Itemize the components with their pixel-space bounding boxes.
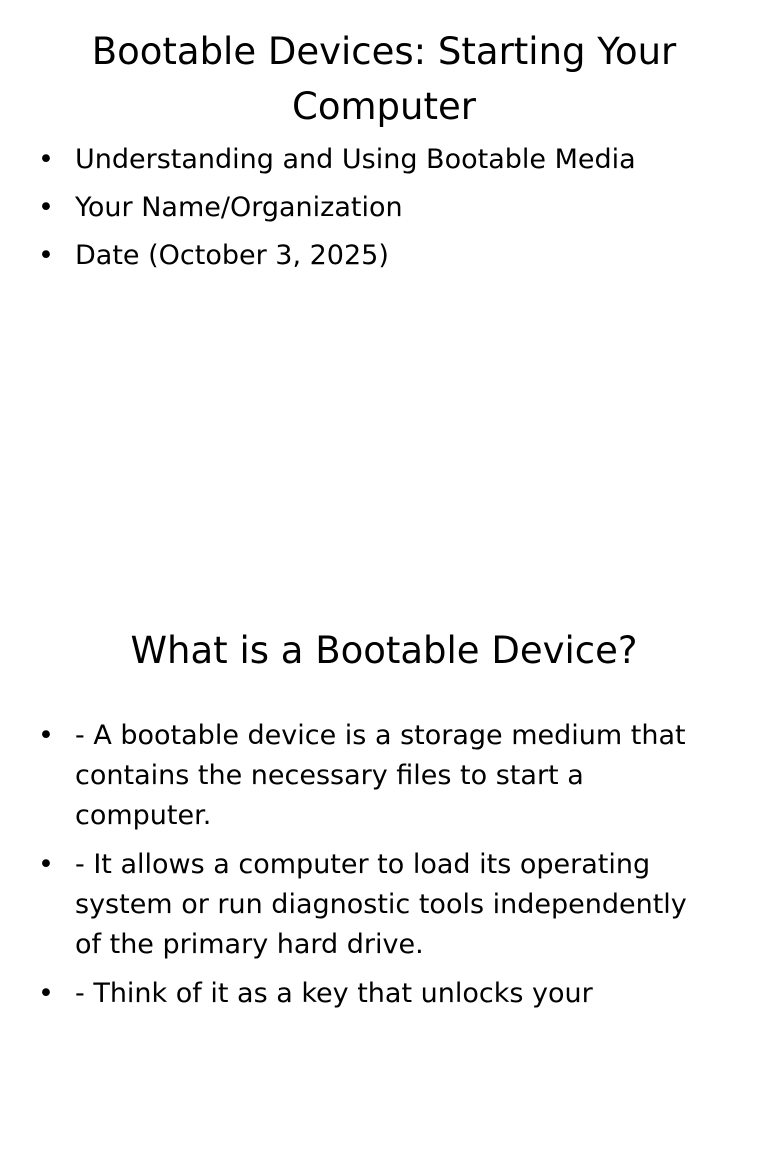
bullet-icon: • (38, 192, 54, 223)
slide-title: Bootable Devices: Starting Your Computer (91, 30, 677, 128)
list-item (38, 716, 718, 836)
slide-2 (0, 576, 768, 1152)
bullet-icon: • (38, 144, 54, 175)
bullet-text: - Think of it as a key that unlocks your (75, 978, 593, 1009)
list-item (38, 845, 718, 965)
bullet-list (38, 140, 718, 284)
list-item (38, 188, 718, 228)
bullet-text: Date (October 3, 2025) (75, 240, 389, 271)
slide-title: What is a Bootable Device? (130, 629, 638, 672)
bullet-icon: • (38, 978, 54, 1009)
bullet-icon: • (38, 720, 54, 751)
bullet-icon: • (38, 849, 54, 880)
bullet-list (38, 716, 718, 1023)
bullet-text: - It allows a computer to load its operating system or run diagnostic tools independently of the primary hard drive. (75, 849, 687, 960)
bullet-text: Your Name/Organization (75, 192, 403, 223)
bullet-text: - A bootable device is a storage medium that contains the necessary files to start a computer. (75, 720, 686, 831)
bullet-text: Understanding and Using Bootable Media (75, 144, 636, 175)
list-item (38, 974, 718, 1014)
list-item (38, 236, 718, 276)
list-item (38, 140, 718, 180)
bullet-icon: • (38, 240, 54, 271)
